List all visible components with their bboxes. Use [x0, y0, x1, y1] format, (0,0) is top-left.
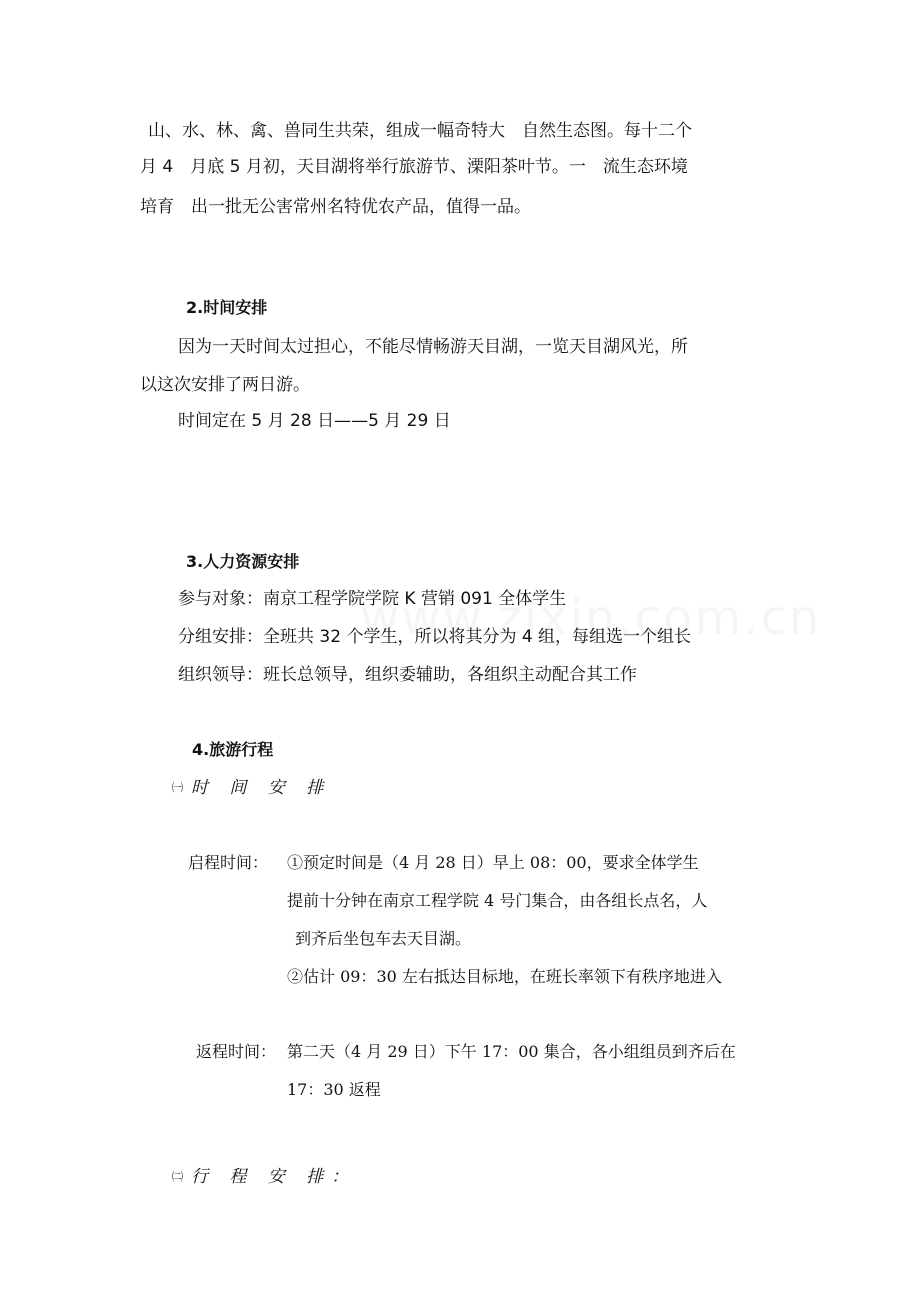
- grouping-line: 分组安排：全班共 32 个学生，所以将其分为 4 组，每组选一个组长: [178, 627, 692, 647]
- depart-line-3: 到齐后坐包车去天目湖。: [295, 929, 472, 948]
- return-line-1: 第二天（4 月 29 日）下午 17：00 集合，各小组组员到齐后在: [287, 1042, 736, 1061]
- subsection-2-title: [172, 1166, 356, 1188]
- depart-line-1: ①预定时间是（4 月 28 日）早上 08：00，要求全体学生: [287, 853, 699, 872]
- intro-line-2: 月 4 月底 5 月初，天目湖将举行旅游节、溧阳茶叶节。一 流生态环境: [140, 157, 688, 177]
- subsection-1-number: ㈠: [172, 781, 183, 794]
- return-line-2: 17：30 返程: [287, 1080, 381, 1099]
- depart-line-2: 提前十分钟在南京工程学院 4 号门集合，由各组长点名，人: [287, 891, 708, 910]
- intro-line-1: 山、水、林、禽、兽同生共荣，组成一幅奇特大 自然生态图。每十二个: [148, 121, 692, 141]
- subsection-2-label: 行 程 安 排：: [191, 1167, 357, 1187]
- participants-line: 参与对象：南京工程学院学院 K 营销 091 全体学生: [178, 589, 567, 609]
- section-2-para-line-1: 因为一天时间太过担心，不能尽情畅游天目湖，一览天目湖风光，所: [178, 337, 688, 357]
- subsection-2-number: ㈡: [172, 1170, 183, 1183]
- intro-line-3: 培育 出一批无公害常州名特优农产品，值得一品。: [140, 197, 531, 217]
- section-4-heading: 4.旅游行程: [192, 740, 274, 759]
- leadership-line: 组织领导：班长总领导，组织委辅助，各组织主动配合其工作: [178, 665, 637, 685]
- section-2-date-line: 时间定在 5 月 28 日——5 月 29 日: [178, 411, 451, 431]
- return-label: 返程时间：: [196, 1042, 277, 1061]
- depart-label: 启程时间：: [188, 853, 269, 872]
- subsection-1-title: [172, 777, 331, 799]
- section-3-heading: 3.人力资源安排: [186, 552, 300, 571]
- depart-line-4: ②估计 09：30 左右抵达目标地，在班长率领下有秩序地进入: [287, 967, 722, 986]
- section-2-para-line-2: 以这次安排了两日游。: [140, 375, 310, 395]
- section-2-heading: 2.时间安排: [186, 298, 268, 317]
- subsection-1-label: 时 间 安 排: [191, 778, 332, 798]
